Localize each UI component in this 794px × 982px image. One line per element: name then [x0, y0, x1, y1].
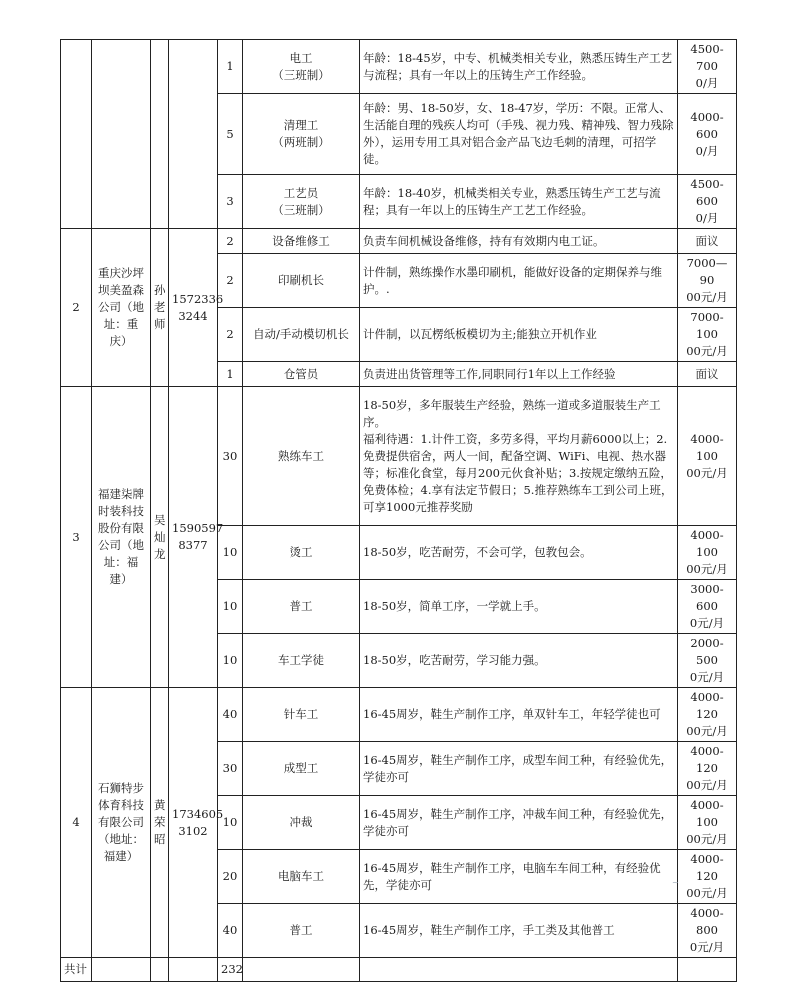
salary: 2000-500 0元/月 [678, 634, 737, 688]
empty-cell [151, 958, 169, 982]
total-label: 共计 [61, 958, 92, 982]
headcount: 20 [218, 850, 243, 904]
job-requirements: 16-45周岁，鞋生产制作工序，电脑车车间工种，有经验优先，学徒亦可 [360, 850, 678, 904]
job-requirements: 计件制，熟练操作水墨印刷机，能做好设备的定期保养与维护。. [360, 254, 678, 308]
job-title: 针车工 [243, 688, 360, 742]
job-title: 自动/手动模切机长 [243, 308, 360, 362]
row-number: 4 [61, 688, 92, 958]
job-requirements: 16-45周岁，鞋生产制作工序，手工类及其他普工 [360, 904, 678, 958]
salary: 面议 [678, 229, 737, 254]
headcount: 10 [218, 634, 243, 688]
headcount: 1 [218, 362, 243, 387]
salary: 面议 [678, 362, 737, 387]
job-title: 电脑车工 [243, 850, 360, 904]
salary: 4000-600 0/月 [678, 94, 737, 175]
job-title: 工艺员 （三班制） [243, 175, 360, 229]
job-requirements: 16-45周岁，鞋生产制作工序，冲裁车间工种，有经验优先，学徒亦可 [360, 796, 678, 850]
job-requirements: 16-45周岁，鞋生产制作工序，成型车间工种，有经验优先，学徒亦可 [360, 742, 678, 796]
salary: 4000-120 00元/月 [678, 688, 737, 742]
job-title: 熟练车工 [243, 387, 360, 526]
headcount: 10 [218, 580, 243, 634]
jobs-table [60, 39, 737, 982]
job-title: 普工 [243, 580, 360, 634]
headcount: 3 [218, 175, 243, 229]
job-title: 清理工 （两班制） [243, 94, 360, 175]
headcount: 30 [218, 742, 243, 796]
headcount: 2 [218, 254, 243, 308]
salary: 4500-600 0/月 [678, 175, 737, 229]
salary: 3000-600 0元/月 [678, 580, 737, 634]
company-name [92, 40, 151, 229]
headcount: 10 [218, 796, 243, 850]
job-requirements: 18-50岁，多年服装生产经验，熟练一道或多道服装生产工序。 福利待遇：1.计件工资，多劳多得，平均月薪6000以上；2.免费提供宿舍，两人一间，配备空调、WiFi、电视、热水器等；标准化食堂，每月200元伙食补贴；3.按规定缴纳五险，免费体检；4.享有法定节假日；5.推荐熟练车工到公司上班，可享1000元推荐奖励 [360, 387, 678, 526]
job-title: 车工学徒 [243, 634, 360, 688]
job-requirements: 16-45周岁，鞋生产制作工序，单双针车工，年轻学徒也可 [360, 688, 678, 742]
job-requirements: 负责车间机械设备维修，持有有效期内电工证。 [360, 229, 678, 254]
job-title: 电工 （三班制） [243, 40, 360, 94]
contact-person: 吴 灿 龙 [151, 387, 169, 688]
job-requirements: 18-50岁，吃苦耐劳，学习能力强。 [360, 634, 678, 688]
headcount: 2 [218, 308, 243, 362]
contact-phone: 1590597 8377 [169, 387, 218, 688]
job-title: 设备维修工 [243, 229, 360, 254]
salary: 7000—90 00元/月 [678, 254, 737, 308]
watermark: ~ [672, 878, 680, 887]
job-requirements: 负责进出货管理等工作,同职同行1年以上工作经验 [360, 362, 678, 387]
job-requirements: 年龄：18-40岁，机械类相关专业，熟悉压铸生产工艺与流程；具有一年以上的压铸生产工艺工作经验。 [360, 175, 678, 229]
empty-cell [678, 958, 737, 982]
headcount: 40 [218, 688, 243, 742]
job-title: 烫工 [243, 526, 360, 580]
salary: 7000-100 00元/月 [678, 308, 737, 362]
empty-cell [169, 958, 218, 982]
table-row [61, 387, 737, 526]
headcount: 5 [218, 94, 243, 175]
salary: 4000-800 0元/月 [678, 904, 737, 958]
job-requirements: 年龄：18-45岁，中专、机械类相关专业，熟悉压铸生产工艺与流程；具有一年以上的压铸生产工作经验。 [360, 40, 678, 94]
empty-cell [243, 958, 360, 982]
salary: 4500-700 0/月 [678, 40, 737, 94]
contact-person: 孙 老 师 [151, 229, 169, 387]
row-number [61, 40, 92, 229]
job-title: 普工 [243, 904, 360, 958]
table-row [61, 688, 737, 742]
salary: 4000-100 00元/月 [678, 387, 737, 526]
job-requirements: 计件制，以瓦楞纸板模切为主;能独立开机作业 [360, 308, 678, 362]
headcount: 40 [218, 904, 243, 958]
contact-person [151, 40, 169, 229]
total-row [61, 958, 737, 982]
table-row [61, 229, 737, 254]
job-title: 印刷机长 [243, 254, 360, 308]
empty-cell [92, 958, 151, 982]
salary: 4000-120 00元/月 [678, 850, 737, 904]
row-number: 2 [61, 229, 92, 387]
headcount: 10 [218, 526, 243, 580]
job-title: 仓管员 [243, 362, 360, 387]
empty-cell [360, 958, 678, 982]
headcount: 1 [218, 40, 243, 94]
job-title: 成型工 [243, 742, 360, 796]
row-number: 3 [61, 387, 92, 688]
job-requirements: 18-50岁，吃苦耐劳，不会可学，包教包会。 [360, 526, 678, 580]
contact-phone: 1734605 3102 [169, 688, 218, 958]
total-count: 232 [218, 958, 243, 982]
salary: 4000-100 00元/月 [678, 526, 737, 580]
job-requirements: 年龄：男、18-50岁，女、18-47岁，学历：不限。正常人、生活能自理的残疾人均可（手残、视力残、精神残、智力残除外），运用专用工具对铝合金产品飞边毛刺的清理，可招学徒。 [360, 94, 678, 175]
job-title: 冲裁 [243, 796, 360, 850]
company-name: 福建柒牌 时装科技 股份有限 公司（地 址：福 建） [92, 387, 151, 688]
salary: 4000-120 00元/月 [678, 742, 737, 796]
company-name: 石狮特步 体育科技 有限公司 （地址： 福建） [92, 688, 151, 958]
headcount: 2 [218, 229, 243, 254]
job-requirements: 18-50岁，简单工序，一学就上手。 [360, 580, 678, 634]
contact-person: 黄 荣 昭 [151, 688, 169, 958]
contact-phone [169, 40, 218, 229]
company-name: 重庆沙坪 坝美盈森 公司（地 址：重 庆） [92, 229, 151, 387]
headcount: 30 [218, 387, 243, 526]
salary: 4000-100 00元/月 [678, 796, 737, 850]
table-row [61, 40, 737, 94]
contact-phone: 1572336 3244 [169, 229, 218, 387]
